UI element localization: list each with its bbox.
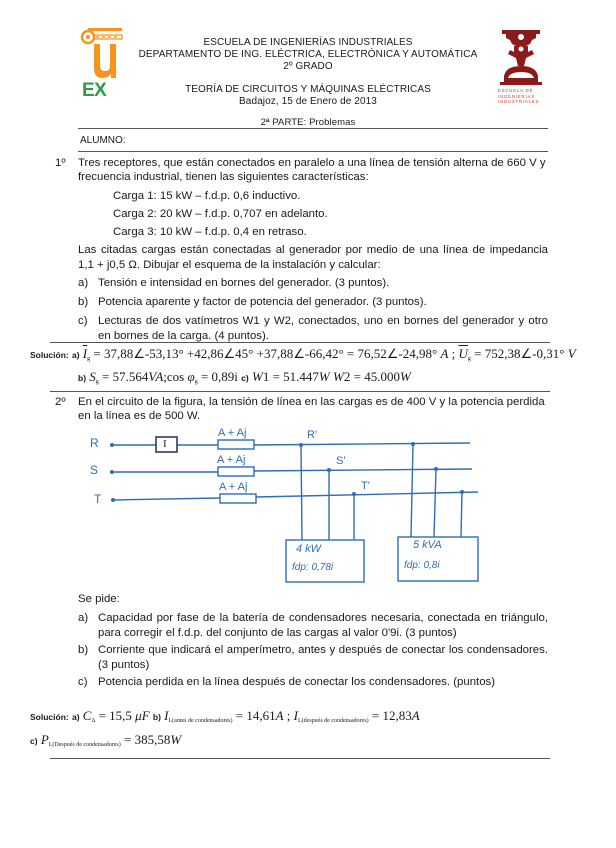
problem-2-solution-c: c) $P_{L(Después de condensadores)} = 385,58W$	[30, 732, 182, 748]
node-t-prime-label: T'	[361, 480, 370, 492]
problem-2-question-c: c) Potencia perdida en la línea después de conectar los condensadores. (puntos)	[78, 676, 496, 688]
escuela-logo-caption: ESCUELA DE INGENIERÍAS INDUSTRIALES	[498, 88, 540, 105]
divider	[50, 342, 550, 343]
node-r-prime-label: R'	[307, 429, 318, 441]
load-2-power: 5 kVA	[413, 539, 442, 551]
divider	[78, 151, 548, 152]
divider	[78, 128, 548, 129]
course-title: TEORÍA DE CIRCUITOS Y MÁQUINAS ELÉCTRICAS	[185, 84, 431, 95]
school-name: ESCUELA DE INGENIERÍAS INDUSTRIALES	[203, 37, 413, 48]
problem-2-statement-cont: en la línea es de 500 W.	[78, 410, 201, 422]
problem-1-statement: Tres receptores, que están conectados en paralelo a una línea de tensión alterna de 660 V y	[78, 157, 546, 169]
problem-2-question-b: b) Corriente que indicará el amperímetro, antes y después de conectar los condensadores. (3 puntos)	[78, 644, 548, 671]
problem-1-number: 1º	[55, 157, 66, 169]
problem-1-solution-bc: b) $S_g$ = 57.564VA;cos $\varphi_g = 0,89i$ c) W1 = 51.447W W2 = 45.000W	[78, 369, 411, 385]
problem-2-intro: Se pide:	[78, 593, 120, 605]
department-name: DEPARTAMENTO DE ING. ELÉCTRICA, ELECTRÓNICA Y AUTOMÁTICA	[138, 49, 478, 60]
problem-2-number: 2º	[55, 396, 66, 408]
phase-s-label: S	[90, 463, 99, 477]
grade: 2º GRADO	[283, 61, 333, 72]
divider	[50, 758, 550, 759]
problem-1-question-b: b) Potencia aparente y factor de potencia del generador. (3 puntos).	[78, 296, 427, 308]
phase-t-label: T	[94, 492, 102, 506]
impedance-s-label: A + Aj	[217, 454, 246, 466]
ammeter-label: I	[163, 438, 167, 450]
node-s-prime-label: S'	[336, 455, 346, 467]
load-1-pf: fdp: 0,78i	[292, 562, 334, 573]
uex-logo-text: EX	[82, 80, 107, 101]
load-2: Carga 2: 20 kW – f.d.p. 0,707 en adelanto.	[113, 208, 328, 220]
divider	[50, 391, 550, 392]
phase-r-label: R	[90, 436, 99, 450]
exam-part: 2ª PARTE: Problemas	[260, 117, 356, 128]
load-1: Carga 1: 15 kW – f.d.p. 0,6 inductivo.	[113, 190, 301, 202]
problem-1-solution-a: Solución: a) $\overline{I}_g$ = 37,88∠-53,13° +42,86∠45° +37,88∠-66,42° = 76,52∠-24,98° A ; $\overline{U}_g$ = 752,38∠-0,31° V	[30, 346, 576, 362]
load-2-pf: fdp: 0,8i	[404, 560, 440, 571]
problem-1-impedance-text: Las citadas cargas están conectadas al generador por medio de una línea de impedancia 1,1 + j0,5 Ω. Dibujar el esquema de la instalación y calcular:	[78, 244, 548, 271]
impedance-t-label: A + Aj	[219, 481, 248, 493]
load-3: Carga 3: 10 kW – f.d.p. 0,4 en retraso.	[113, 226, 307, 238]
problem-1-question-a: a) Tensión e intensidad en bornes del generador. (3 puntos).	[78, 277, 390, 289]
problem-1-question-c: c) Lecturas de dos vatímetros W1 y W2, conectados, uno en bornes del generador y otro en bornes de la carga. (4 puntos).	[78, 315, 548, 342]
exam-date: Badajoz, 15 de Enero de 2013	[239, 96, 377, 107]
problem-1-statement-cont: frecuencia industrial, tienen las siguientes características:	[78, 171, 369, 183]
impedance-r-label: A + Aj	[218, 427, 247, 439]
circuit-diagram	[70, 425, 490, 585]
load-1-power: 4 kW	[296, 543, 322, 555]
student-label: ALUMNO:	[80, 135, 126, 146]
problem-2-question-a: a) Capacidad por fase de la batería de condensadores necesaria, conectada en triángulo, para corregir el f.d.p. del conjunto de las cargas al valor 0'9i. (3 puntos)	[78, 612, 548, 639]
problem-2-statement: En el circuito de la figura, la tensión de línea en las cargas es de 400 V y la potencia perdida	[78, 396, 545, 408]
problem-2-solution-ab: Solución: a) $C_\Delta = 15,5$ μF b) $I_{L(antes de condensadores)} = 14,61A$ ; $I_{L(después de condensadores)} = 12,83A$	[30, 708, 420, 724]
